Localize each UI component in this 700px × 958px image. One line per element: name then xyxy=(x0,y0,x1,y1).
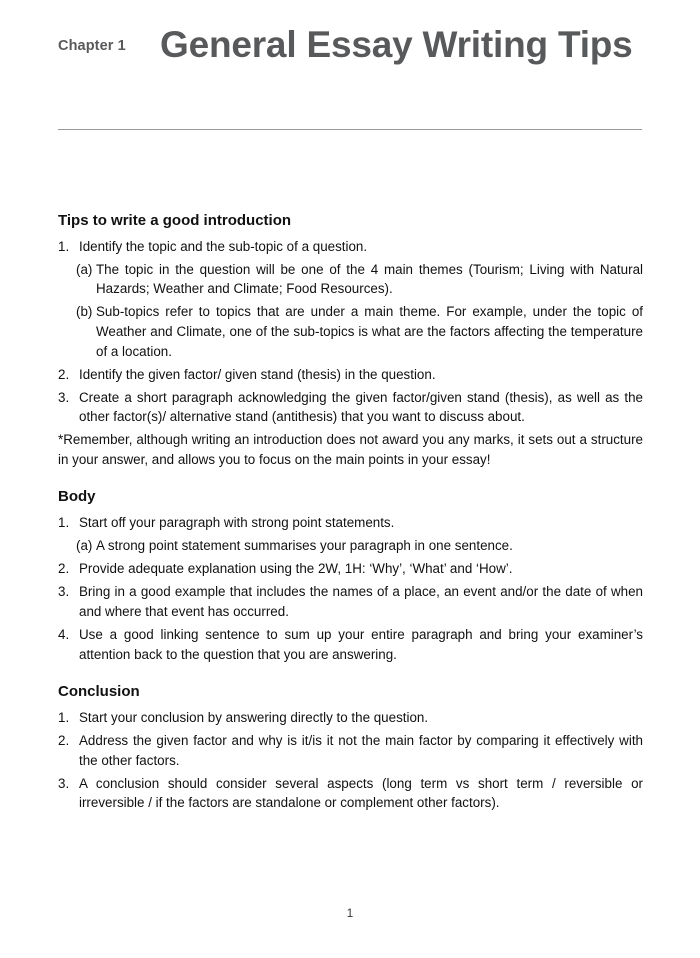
list-item-text: Use a good linking sentence to sum up your entire paragraph and bring your examiner’s attention back to the question that you are answering. xyxy=(79,627,643,662)
list-item-text: Identify the given factor/ given stand (thesis) in the question. xyxy=(79,366,436,382)
sub-list-item-text: Sub-topics refer to topics that are under a main theme. For example, under the topic of Weather and Climate, one of the sub-topics is what are the factors affecting the temperature of a location. xyxy=(96,304,643,359)
sub-list-marker: (b) xyxy=(76,304,93,320)
list-item-text: Start your conclusion by answering directly to the question. xyxy=(79,709,429,725)
list-item-text: Provide adequate explanation using the 2W, 1H: ‘Why’, ‘What’ and ‘How’. xyxy=(79,561,513,577)
list-item-text: Identify the topic and the sub-topic of a question. xyxy=(79,238,368,254)
ordered-list xyxy=(58,237,643,427)
sub-list xyxy=(58,536,643,556)
content-section xyxy=(58,212,643,469)
list-item xyxy=(58,559,643,579)
list-item xyxy=(58,237,643,257)
list-marker: 1. xyxy=(58,515,70,531)
section-heading: Tips to write a good introduction xyxy=(58,212,292,229)
list-marker: 3. xyxy=(58,775,70,791)
document-content xyxy=(58,212,643,816)
page-title: General Essay Writing Tips xyxy=(160,24,633,65)
list-item xyxy=(58,365,643,385)
ordered-list xyxy=(58,708,643,813)
list-item-text: Bring in a good example that includes the names of a place, an event and/or the date of when and where that event has occurred. xyxy=(79,584,643,619)
list-marker: 2. xyxy=(58,561,70,577)
section-heading: Conclusion xyxy=(58,683,140,701)
sub-list xyxy=(58,260,643,361)
list-item-text: A conclusion should consider several aspects (long term vs short term / reversible or irreversible / if the factors are standalone or complement other factors). xyxy=(79,775,643,811)
page-header xyxy=(58,26,642,96)
sub-list-item-text: The topic in the question will be one of the 4 main themes (Tourism; Living with Natural Hazards; Weather and Climate; Food Resources). xyxy=(96,261,643,297)
list-item xyxy=(58,625,643,664)
header-divider xyxy=(58,129,642,130)
sub-list-marker: (a) xyxy=(76,261,93,277)
list-item xyxy=(58,513,643,533)
sub-list-item-text: A strong point statement summarises your paragraph in one sentence. xyxy=(96,538,513,554)
sub-list-marker: (a) xyxy=(76,538,93,554)
sub-list-item xyxy=(76,302,643,361)
list-marker: 1. xyxy=(58,238,70,254)
sub-list-item xyxy=(76,536,643,556)
section-note: *Remember, although writing an introduction does not award you any marks, it sets out a structure in your answer, and allows you to focus on the main points in your essay! xyxy=(58,432,643,467)
list-marker: 1. xyxy=(58,709,70,725)
list-marker: 4. xyxy=(58,627,70,642)
ordered-list xyxy=(58,513,643,664)
list-item xyxy=(58,708,643,728)
page-number: 1 xyxy=(346,908,354,920)
list-marker: 2. xyxy=(58,732,70,748)
content-section xyxy=(58,488,643,664)
list-item-text: Start off your paragraph with strong point statements. xyxy=(79,515,395,531)
list-item xyxy=(58,582,643,621)
list-marker: 3. xyxy=(58,389,70,405)
list-marker: 2. xyxy=(58,366,70,382)
list-item xyxy=(58,388,643,427)
list-item xyxy=(58,731,643,770)
list-item-text: Address the given factor and why is it/is it not the main factor by comparing it effectively with the other factors. xyxy=(79,732,643,768)
list-marker: 3. xyxy=(58,584,70,600)
list-item-text: Create a short paragraph acknowledging the given factor/given stand (thesis), as well as the other factor(s)/ alternative stand (antithesis) that you want to discuss about. xyxy=(79,389,643,425)
section-heading: Body xyxy=(58,488,96,506)
content-section xyxy=(58,683,643,813)
chapter-label: Chapter 1 xyxy=(58,38,126,54)
list-item xyxy=(58,774,643,813)
sub-list-item xyxy=(76,260,643,299)
